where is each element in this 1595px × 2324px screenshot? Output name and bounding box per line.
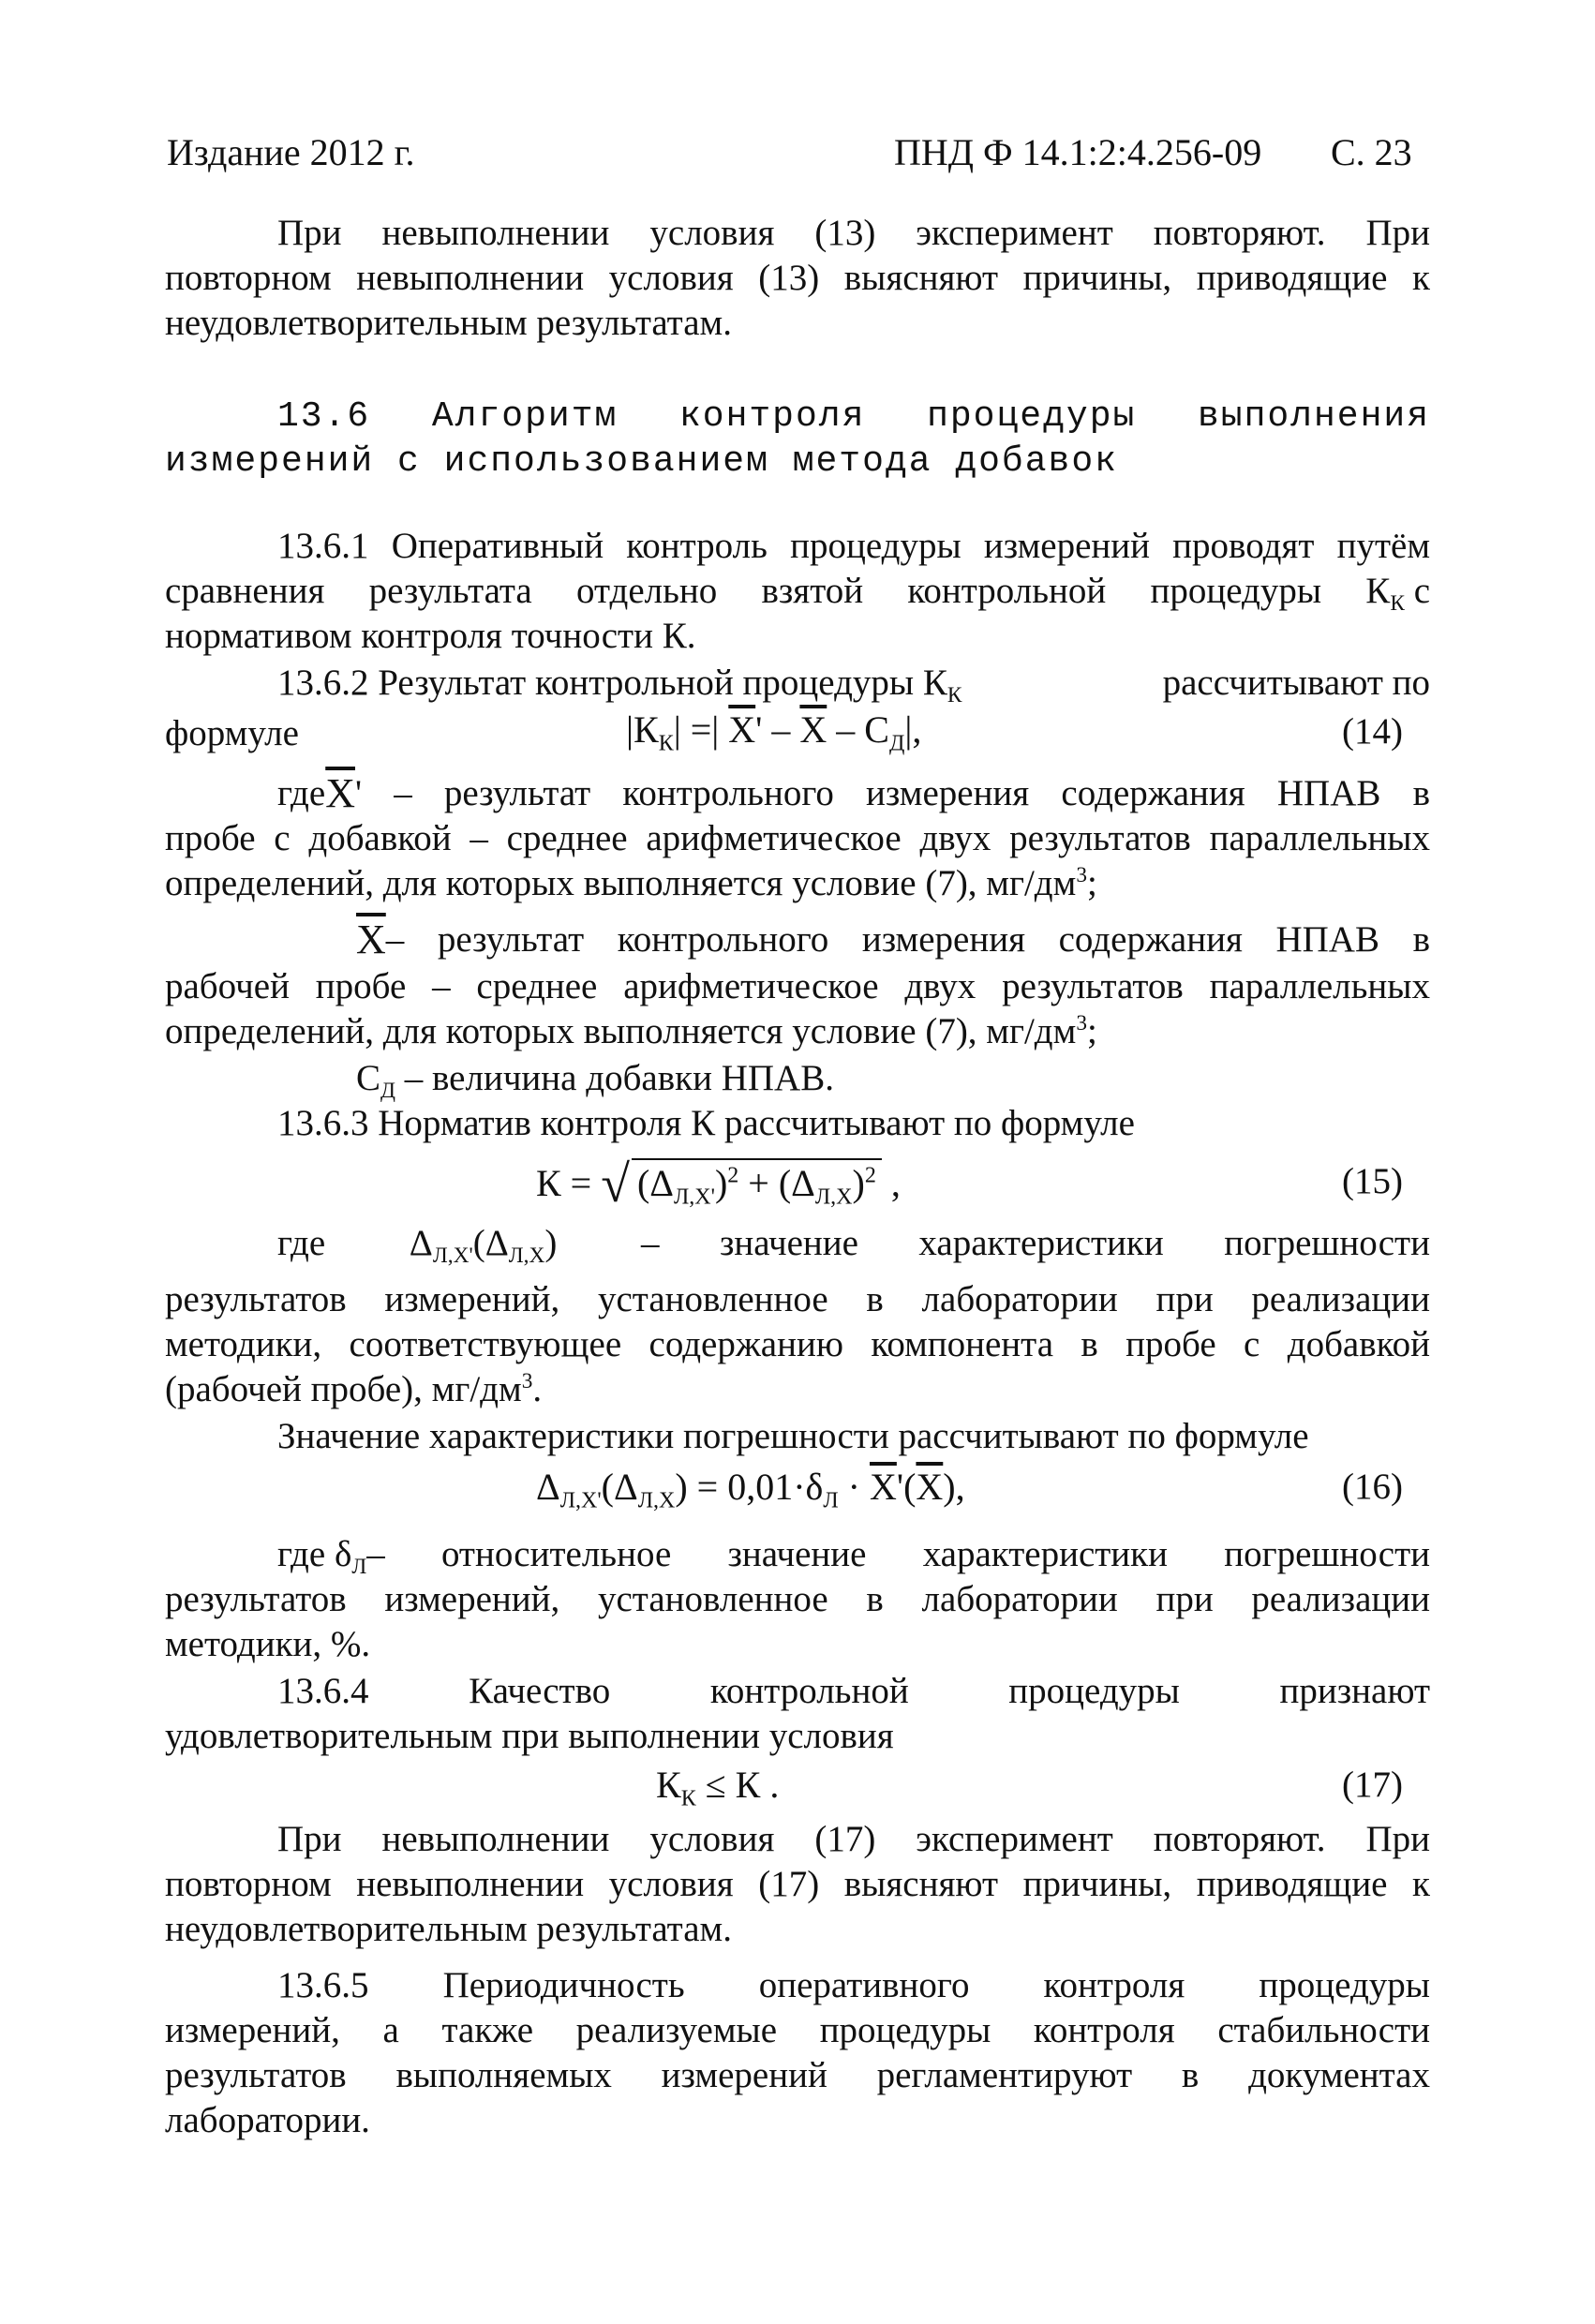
paragraph-text: где $\delta_Л$ (277, 1534, 367, 1580)
paragraph-line: методики, соответствующее содержанию компонента в пробе с добавкой (165, 1324, 1430, 1364)
symbol-x-bar: $\overline{X}$ (356, 916, 386, 962)
paragraph-line: 13.6.4 Качество контрольной процедуры признают (277, 1671, 1430, 1711)
header-edition: Издание 2012 г. (167, 131, 415, 173)
paragraph-line: лаборатории. (165, 2100, 370, 2140)
paragraph-line: методики, %. (165, 1624, 371, 1664)
equation-number: (17) (1342, 1765, 1403, 1805)
paragraph-line: 13.6.5 Периодичность оперативного контроля процедуры (277, 1965, 1430, 2005)
header-document-code: ПНД Ф 14.1:2:4.256-09 (894, 131, 1262, 173)
equation-16: $\Delta_{Л,X'}(\Delta_{Л,X}) = 0,01\cdot\delta_Л \cdot \overline{X}'(\overline{X})$, (536, 1466, 965, 1513)
paragraph-line (356, 918, 1430, 961)
paragraph-text: где (277, 1223, 326, 1263)
paragraph-text: – результат контрольного измерения содержания НПАВ в (385, 919, 1430, 960)
sqrt-radicand: $(\Delta_{Л,X'})^2 + (\Delta_{Л,X})^2$ (632, 1158, 882, 1207)
paragraph-line (277, 1222, 1430, 1269)
paragraph-text: ' – результат контрольного измерения содержания НПАВ в (355, 773, 1430, 813)
paragraph-line: (рабочей пробе), $мг/дм^3$. (165, 1368, 543, 1409)
paragraph-line: результатов измерений, установленное в лаборатории при реализации (165, 1579, 1430, 1619)
header-page-number: С. 23 (1331, 131, 1412, 173)
paragraph-line: результатов измерений, установленное в лаборатории при реализации (165, 1279, 1430, 1319)
paragraph-text: где (277, 773, 326, 813)
paragraph-line: При невыполнении условия (17) эксперимент повторяют. При (277, 1819, 1430, 1859)
paragraph-line: Значение характеристики погрешности рассчитывают по формуле (277, 1416, 1309, 1456)
paragraph-text: – значение характеристики погрешности (640, 1223, 1430, 1263)
paragraph-line: удовлетворительным при выполнении условия (165, 1716, 894, 1756)
paragraph-line: повторном невыполнении условия (13) выясняют причины, приводящие к (165, 258, 1430, 298)
paragraph-line: измерений, а также реализуемые процедуры контроля стабильности (165, 2010, 1430, 2050)
paragraph-line: рабочей пробе – среднее арифметическое двух результатов параллельных (165, 966, 1430, 1006)
paragraph-text: 13.6.2 Результат контрольной процедуры $К_К$ (277, 663, 962, 708)
paragraph-line: 13.6.3 Норматив контроля К рассчитывают по формуле (277, 1103, 1135, 1143)
paragraph-line: неудовлетворительным результатам. (165, 1909, 732, 1949)
paragraph-text: – относительное значение характеристики погрешности (366, 1534, 1430, 1574)
section-heading: 13.6 Алгоритм контроля процедуры выполнения (277, 396, 1430, 437)
symbol-delta: $\Delta_{Л,X'}(\Delta_{Л,X})$ (409, 1223, 558, 1269)
paragraph-line: результатов выполняемых измерений регламентируют в документах (165, 2055, 1430, 2095)
paragraph-text: рассчитывают по (1162, 663, 1430, 703)
equation-15: К = √ $(\Delta_{Л,X'})^2 + (\Delta_{Л,X})^2$ , (536, 1155, 901, 1214)
paragraph-line: При невыполнении условия (13) эксперимент повторяют. При (277, 213, 1430, 253)
sqrt-sign: √ (601, 1155, 630, 1214)
paragraph-text: сравнения результата отдельно взятой контрольной процедуры К (165, 571, 1391, 611)
paragraph-line: определений, для которых выполняется условие (7), $мг/дм^3$; (165, 1010, 1097, 1051)
equation-14: $|К_К|$ =| $\overline{X}' - \overline{X} - С_Д|$, (626, 708, 922, 756)
symbol-x-bar: $\overline{X}$ (325, 770, 355, 816)
paragraph-line: определений, для которых выполняется условие (7), $мг/дм^3$; (165, 862, 1097, 903)
equation-17: $К_К \le К$ . (656, 1764, 780, 1811)
paragraph-line (277, 1533, 1430, 1580)
paragraph-line: повторном невыполнении условия (17) выясняют причины, приводящие к (165, 1864, 1430, 1904)
paragraph-line: неудовлетворительным результатам. (165, 303, 732, 343)
paragraph-line (277, 662, 1430, 708)
section-heading: измерений с использованием метода добавок (165, 441, 1118, 482)
paragraph-line: нормативом контроля точности К. (165, 616, 696, 656)
paragraph-line (165, 570, 1430, 617)
symbol-subscript: $_К$ с (1390, 571, 1430, 617)
equation-number: (14) (1342, 711, 1403, 752)
paragraph-line: пробе с добавкой – среднее арифметическое двух результатов параллельных (165, 818, 1430, 858)
paragraph-line (277, 772, 1430, 815)
paragraph-line: 13.6.1 Оперативный контроль процедуры измерений проводят путём (277, 526, 1430, 566)
equation-number: (16) (1342, 1467, 1403, 1507)
paragraph-line: формуле (165, 713, 299, 753)
paragraph-line: $С_Д$ – величина добавки НПАВ. (356, 1058, 834, 1104)
equation-number: (15) (1342, 1161, 1403, 1201)
